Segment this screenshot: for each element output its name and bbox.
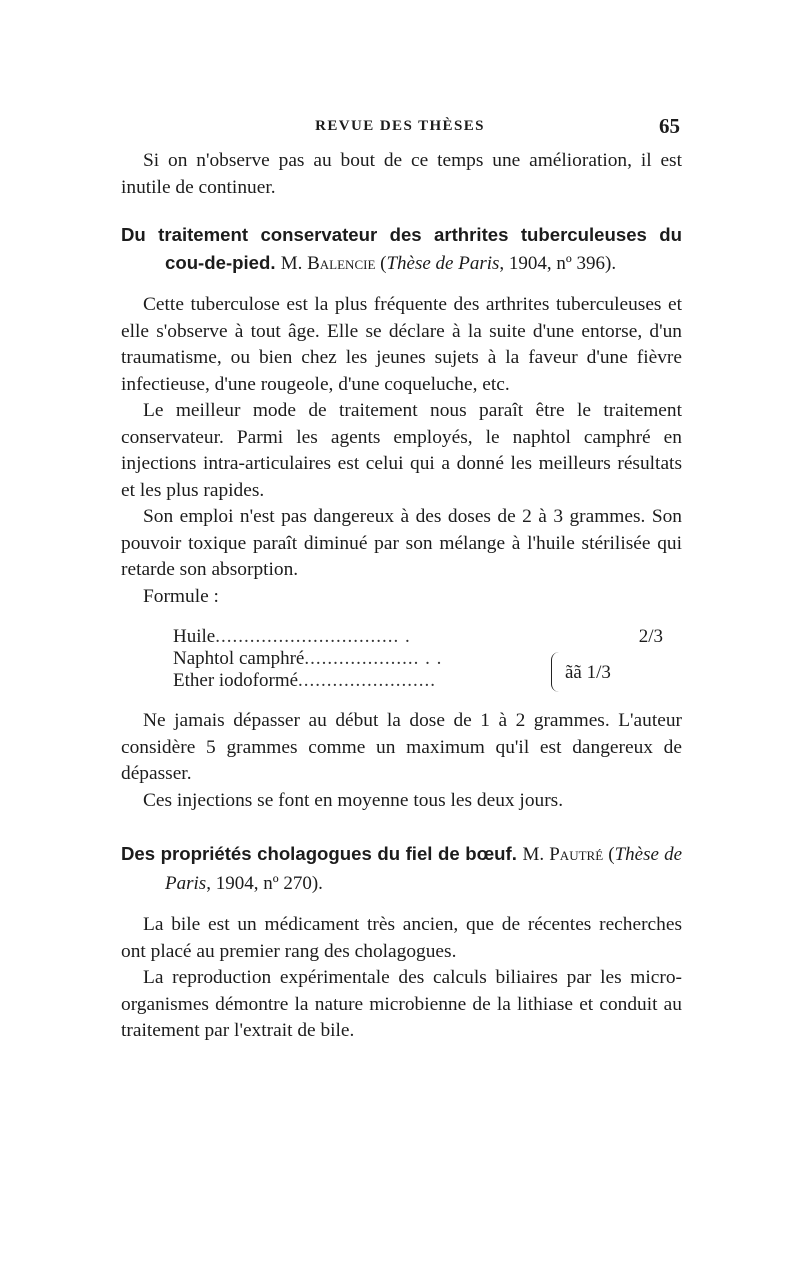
page-number: 65 [659, 114, 680, 138]
leader-dots: ........................ [298, 670, 437, 691]
formula-label: Formule : [143, 585, 219, 607]
leader-dots: .................... . . [304, 648, 443, 669]
ingredient-quantity: 2/3 [638, 626, 663, 647]
paragraph: La reproduction expérimentale des calculs biliaires par les micro-organismes démontre la nature microbienne de la lithiase et conduit au traitement par l'extrait de bile. [121, 967, 682, 1041]
section-title: Des propriétés cholagogues du fiel de bœuf. [121, 843, 517, 864]
section-heading-arthrites [121, 221, 682, 278]
author-name: Balencie [307, 253, 376, 274]
formula-row-ether [173, 670, 436, 692]
leader-dots: ................................ . [215, 626, 411, 647]
paragraph: Ne jamais dépasser au début la dose de 1 à 2 grammes. L'auteur considère 5 grammes comme un maximum qu'il est dangereux de dépasser. [121, 710, 682, 784]
section-title: Du traitement conservateur des arthrites tuberculeuses du cou-de-pied. [121, 224, 682, 273]
intro-paragraph: Si on n'observe pas au bout de ce temps une amélioration, il est inutile de continuer. [121, 150, 682, 198]
formula-table [173, 622, 663, 692]
running-title: REVUE DES THÈSES [315, 118, 485, 134]
shared-quantity: ãã 1/3 [565, 662, 611, 683]
citation-details: , 1904, nº 270). [206, 873, 323, 894]
citation-details: , 1904, nº 396). [499, 253, 617, 274]
author-prefix: M. [280, 253, 303, 274]
paragraph: La bile est un médicament très ancien, que de récentes recherches ont placé au premier rang des cholagogues. [121, 914, 682, 962]
formula-row-naphtol [173, 648, 442, 670]
citation-thesis: Thèse de Paris [165, 844, 682, 894]
body-text [121, 148, 682, 1045]
ingredient-name: Huile [173, 626, 216, 647]
running-head [0, 114, 800, 140]
section-heading-cholagogues [121, 840, 682, 898]
citation-open: ( [380, 253, 387, 274]
grouping-brace [551, 652, 562, 692]
author-prefix: M. [522, 844, 545, 865]
ingredient-name: Naphtol camphré [173, 648, 305, 669]
paragraph: Ces injections se font en moyenne tous les deux jours. [143, 789, 564, 811]
citation-open: ( [608, 844, 615, 865]
paragraph: Son emploi n'est pas dangereux à des doses de 2 à 3 grammes. Son pouvoir toxique paraît diminué par son mélange à l'huile stérilisée qui retarde son absorption. [121, 506, 682, 580]
citation-thesis: Thèse de Paris [386, 253, 500, 274]
author-name: Pautré [549, 844, 604, 865]
formula-row-huile [173, 626, 663, 648]
paragraph: Cette tuberculose est la plus fréquente des arthrites tuberculeuses et elle s'observe à tout âge. Elle se déclare à la suite d'une entorse, d'un traumatisme, ou bien chez les jeunes sujets à la faveur d'une fièvre infectieuse, d'une rougeole, d'une coqueluche, etc. [121, 294, 682, 395]
ingredient-name: Ether iodoformé [173, 670, 299, 691]
paragraph: Le meilleur mode de traitement nous paraît être le traitement conservateur. Parmi les agents employés, le naphtol camphré en injections intra-articulaires est celui qui a donné les meilleurs résultats et les plus rapides. [121, 400, 682, 501]
